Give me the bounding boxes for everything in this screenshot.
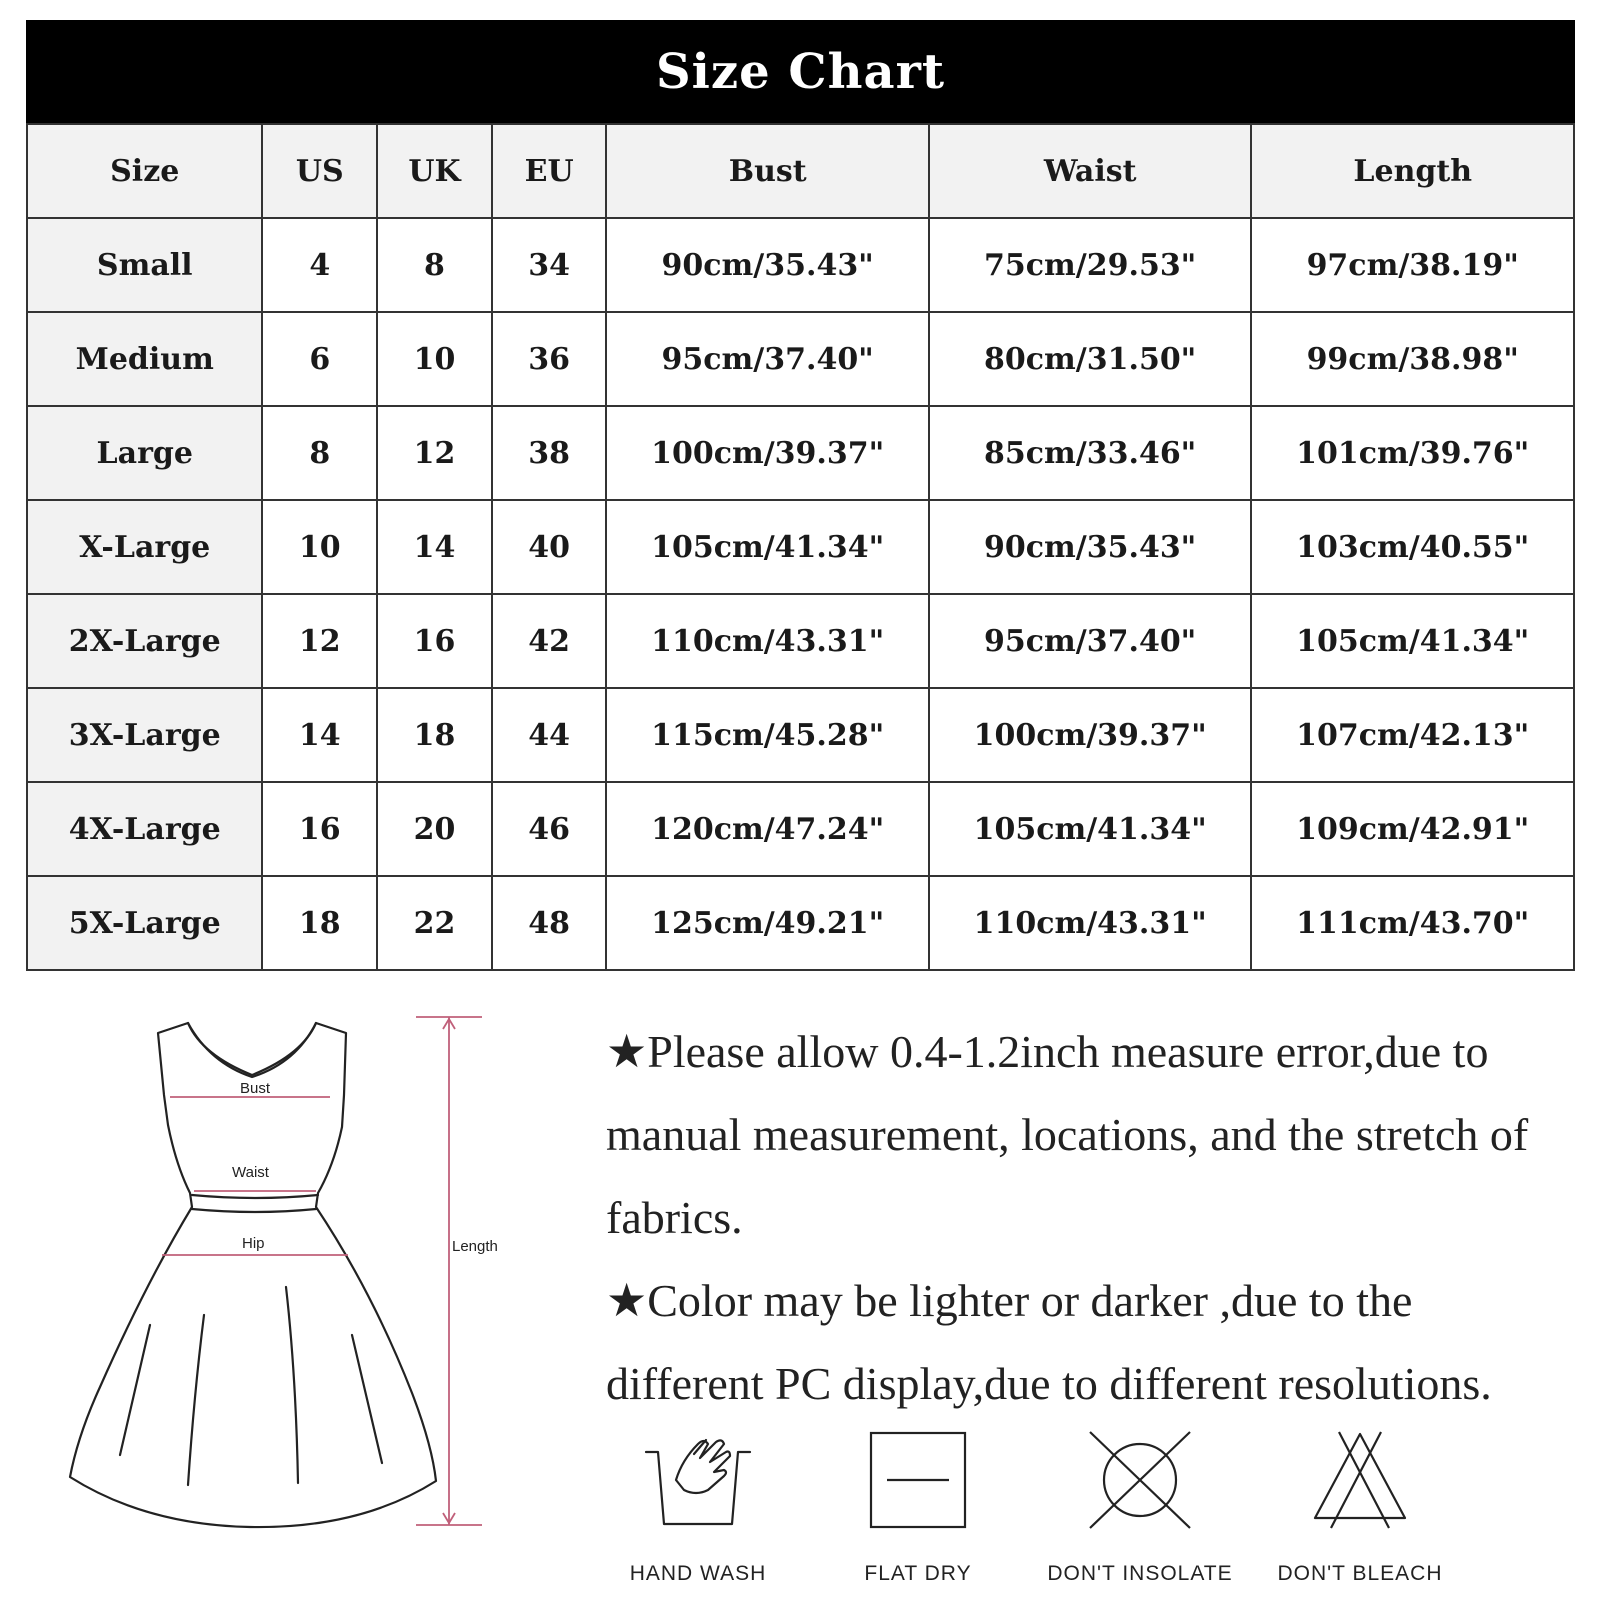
table-row bbox=[27, 500, 1574, 594]
waist-label: Waist bbox=[232, 1164, 269, 1181]
table-cell: 12 bbox=[377, 406, 492, 500]
care-label: DON'T INSOLATE bbox=[1047, 1562, 1233, 1585]
table-cell: 107cm/42.13" bbox=[1251, 688, 1574, 782]
hip-label: Hip bbox=[242, 1235, 265, 1252]
note-color: ★Color may be lighter or darker ,due to the different PC display,due to different resolutions. bbox=[606, 1275, 1492, 1409]
table-cell: 95cm/37.40" bbox=[929, 594, 1252, 688]
size-name-cell: 2X-Large bbox=[27, 594, 262, 688]
size-name-cell: 5X-Large bbox=[27, 876, 262, 970]
table-cell: 115cm/45.28" bbox=[606, 688, 929, 782]
header-cell: EU bbox=[492, 124, 607, 218]
table-cell: 4 bbox=[262, 218, 377, 312]
table-row bbox=[27, 782, 1574, 876]
table-cell: 109cm/42.91" bbox=[1251, 782, 1574, 876]
header-cell: Length bbox=[1251, 124, 1574, 218]
table-cell: 38 bbox=[492, 406, 607, 500]
size-table bbox=[26, 123, 1575, 971]
flat-dry-icon bbox=[863, 1430, 973, 1530]
table-cell: 18 bbox=[262, 876, 377, 970]
table-cell: 95cm/37.40" bbox=[606, 312, 929, 406]
table-cell: 111cm/43.70" bbox=[1251, 876, 1574, 970]
table-cell: 110cm/43.31" bbox=[606, 594, 929, 688]
size-name-cell: X-Large bbox=[27, 500, 262, 594]
table-cell: 16 bbox=[377, 594, 492, 688]
table-cell: 105cm/41.34" bbox=[1251, 594, 1574, 688]
size-name-cell: 4X-Large bbox=[27, 782, 262, 876]
care-label: HAND WASH bbox=[629, 1562, 767, 1585]
table-cell: 8 bbox=[377, 218, 492, 312]
table-cell: 14 bbox=[377, 500, 492, 594]
table-cell: 100cm/39.37" bbox=[929, 688, 1252, 782]
table-cell: 10 bbox=[377, 312, 492, 406]
table-cell: 101cm/39.76" bbox=[1251, 406, 1574, 500]
measurement-lines bbox=[162, 1017, 482, 1525]
care-label: FLAT DRY bbox=[864, 1562, 972, 1585]
header-cell: UK bbox=[377, 124, 492, 218]
care-item-dont-insolate bbox=[1040, 1430, 1240, 1586]
table-row bbox=[27, 876, 1574, 970]
table-cell: 6 bbox=[262, 312, 377, 406]
table-cell: 14 bbox=[262, 688, 377, 782]
dont-bleach-icon bbox=[1305, 1430, 1415, 1530]
care-item-flat-dry bbox=[818, 1430, 1018, 1586]
table-cell: 12 bbox=[262, 594, 377, 688]
table-cell: 97cm/38.19" bbox=[1251, 218, 1574, 312]
care-item-dont-bleach bbox=[1260, 1430, 1460, 1586]
chart-title: Size Chart bbox=[26, 20, 1575, 123]
care-item-hand-wash bbox=[598, 1430, 798, 1586]
table-cell: 46 bbox=[492, 782, 607, 876]
header-cell: Size bbox=[27, 124, 262, 218]
dress-measurement-diagram bbox=[60, 1015, 560, 1585]
hand-wash-icon bbox=[638, 1430, 758, 1530]
table-row bbox=[27, 218, 1574, 312]
size-chart bbox=[26, 20, 1575, 971]
table-cell: 10 bbox=[262, 500, 377, 594]
table-cell: 22 bbox=[377, 876, 492, 970]
size-name-cell: Small bbox=[27, 218, 262, 312]
table-cell: 20 bbox=[377, 782, 492, 876]
table-cell: 80cm/31.50" bbox=[929, 312, 1252, 406]
bust-label: Bust bbox=[240, 1080, 271, 1097]
care-label: DON'T BLEACH bbox=[1277, 1562, 1443, 1585]
care-instructions bbox=[620, 1430, 1570, 1600]
table-cell: 90cm/35.43" bbox=[929, 500, 1252, 594]
table-cell: 48 bbox=[492, 876, 607, 970]
table-cell: 100cm/39.37" bbox=[606, 406, 929, 500]
table-cell: 120cm/47.24" bbox=[606, 782, 929, 876]
header-cell: US bbox=[262, 124, 377, 218]
notes-section bbox=[606, 1010, 1576, 1425]
table-cell: 103cm/40.55" bbox=[1251, 500, 1574, 594]
table-cell: 36 bbox=[492, 312, 607, 406]
table-row bbox=[27, 312, 1574, 406]
header-cell: Bust bbox=[606, 124, 929, 218]
size-name-cell: Medium bbox=[27, 312, 262, 406]
header-cell: Waist bbox=[929, 124, 1252, 218]
length-label: Length bbox=[452, 1238, 498, 1255]
table-cell: 16 bbox=[262, 782, 377, 876]
table-cell: 34 bbox=[492, 218, 607, 312]
table-cell: 85cm/33.46" bbox=[929, 406, 1252, 500]
table-row bbox=[27, 406, 1574, 500]
table-cell: 18 bbox=[377, 688, 492, 782]
size-name-cell: 3X-Large bbox=[27, 688, 262, 782]
table-cell: 125cm/49.21" bbox=[606, 876, 929, 970]
table-cell: 105cm/41.34" bbox=[606, 500, 929, 594]
table-row bbox=[27, 594, 1574, 688]
table-cell: 110cm/43.31" bbox=[929, 876, 1252, 970]
table-cell: 90cm/35.43" bbox=[606, 218, 929, 312]
table-cell: 44 bbox=[492, 688, 607, 782]
table-cell: 105cm/41.34" bbox=[929, 782, 1252, 876]
table-cell: 8 bbox=[262, 406, 377, 500]
note-measure-error: ★Please allow 0.4-1.2inch measure error,due to manual measurement, locations, and the stretch of fabrics. bbox=[606, 1026, 1529, 1243]
table-row bbox=[27, 688, 1574, 782]
dress-illustration bbox=[60, 1015, 560, 1585]
table-cell: 75cm/29.53" bbox=[929, 218, 1252, 312]
size-name-cell: Large bbox=[27, 406, 262, 500]
dont-insolate-icon bbox=[1080, 1430, 1200, 1530]
table-header-row bbox=[27, 124, 1574, 218]
table-cell: 40 bbox=[492, 500, 607, 594]
table-cell: 42 bbox=[492, 594, 607, 688]
dress-outline bbox=[70, 1023, 436, 1527]
table-cell: 99cm/38.98" bbox=[1251, 312, 1574, 406]
